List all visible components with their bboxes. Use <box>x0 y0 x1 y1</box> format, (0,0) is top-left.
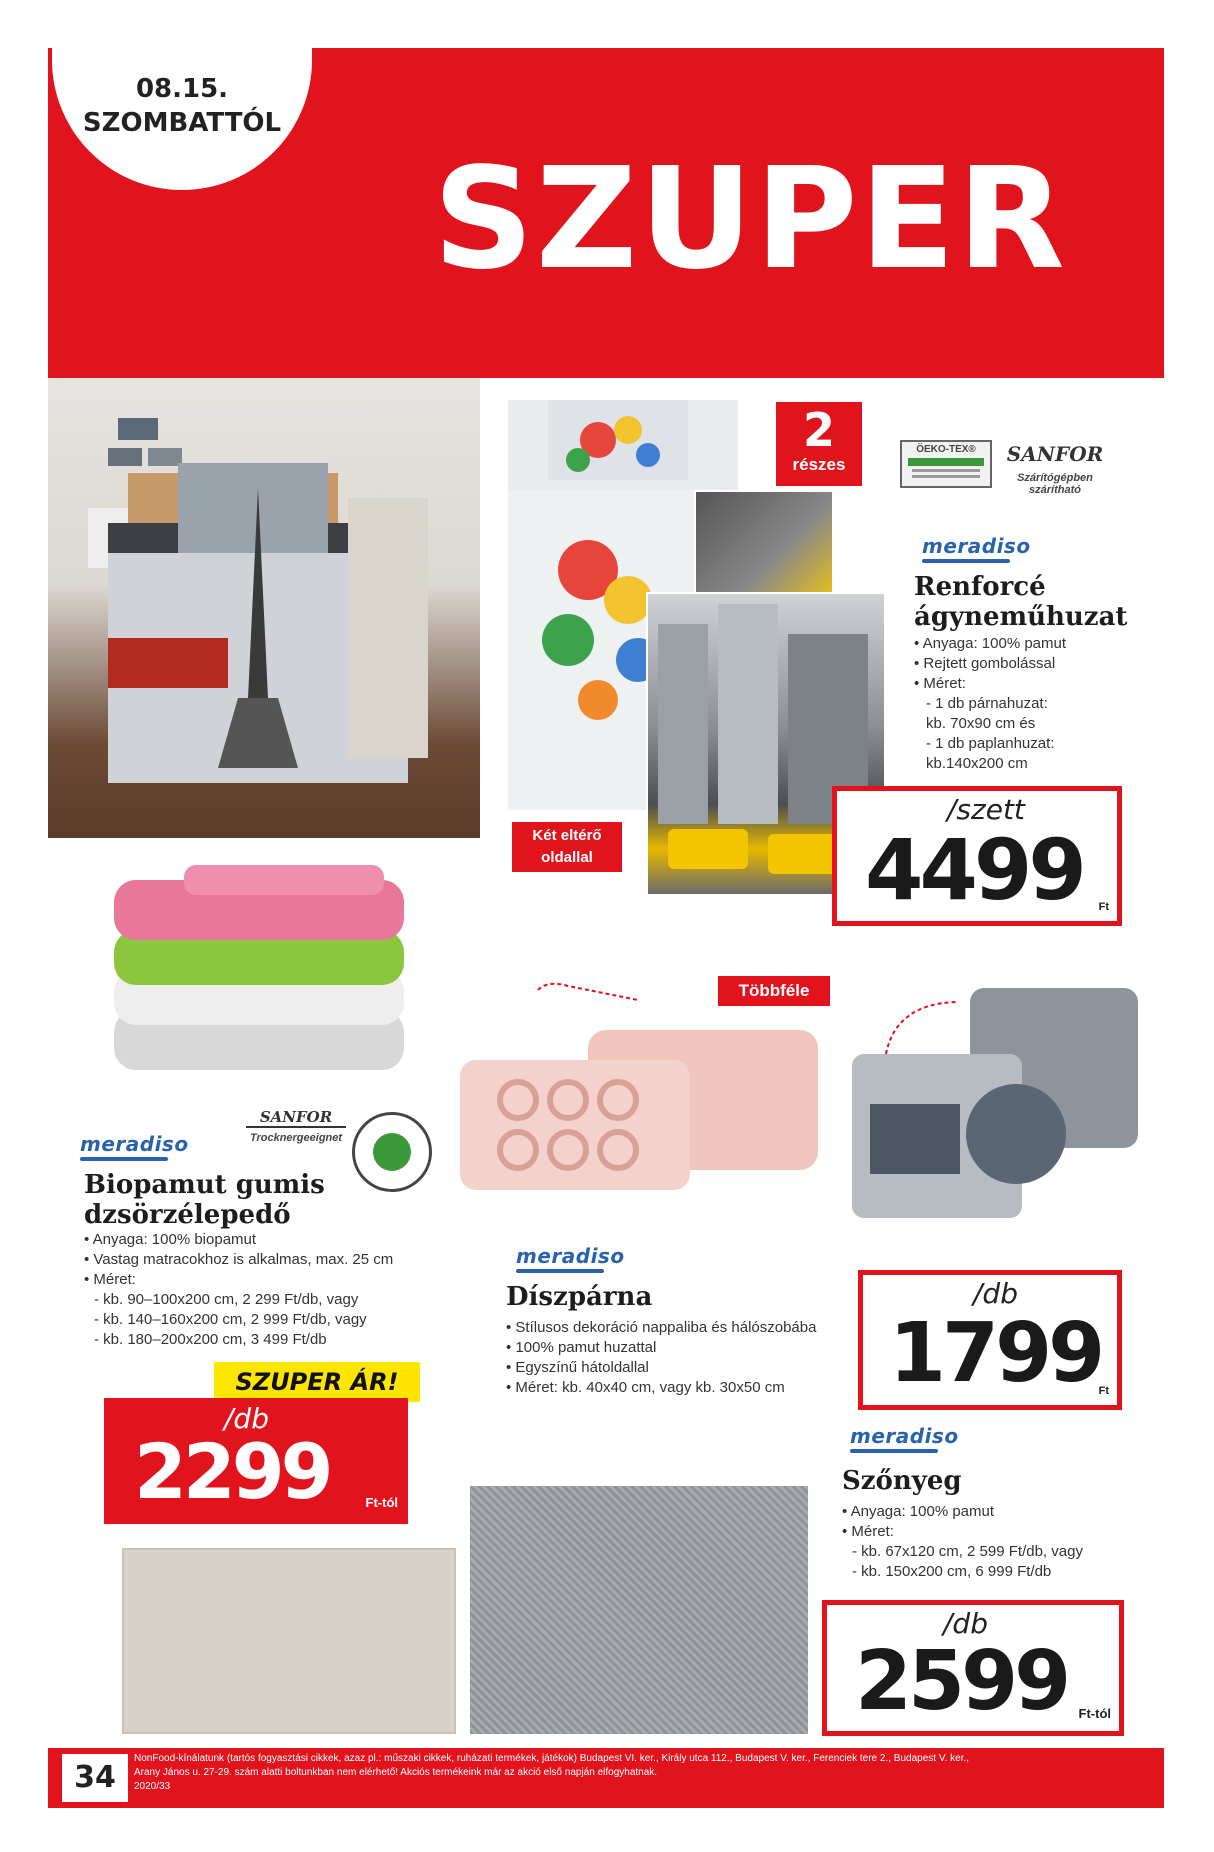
oekotex-green-strip <box>908 458 984 466</box>
two-sided-line-2: oldallal <box>541 849 593 866</box>
feature-item: • Rejtett gombolással <box>914 655 1056 672</box>
feature-item: • Méret: kb. 40x40 cm, vagy kb. 30x50 cm <box>506 1379 785 1396</box>
pillows-grey-photo <box>846 984 1146 1224</box>
feature-item: kb.140x200 cm <box>926 755 1028 772</box>
price-value: 4499 <box>865 821 1083 919</box>
feature-item: • Anyaga: 100% pamut <box>914 635 1067 652</box>
sanfor-logo: SANFOR <box>1006 442 1104 466</box>
feature-item: • Anyaga: 100% biopamut <box>84 1231 257 1248</box>
page-title: SZUPER <box>432 138 1068 301</box>
meradiso-wave <box>922 559 1010 563</box>
rug-grey-photo <box>470 1486 808 1734</box>
grey-pillows-illustration <box>846 984 1146 1224</box>
feature-item: - kb. 180–200x200 cm, 3 499 Ft/db <box>94 1331 327 1348</box>
gumis-features <box>84 1230 444 1350</box>
feature-item: • Méret: <box>914 675 966 692</box>
szonyeg-features <box>842 1502 1162 1582</box>
meradiso-wave <box>80 1157 168 1161</box>
date-line-1: 08.15. <box>135 74 229 104</box>
price-value: 1799 <box>889 1306 1102 1401</box>
feature-item: - 1 db párnahuzat: <box>926 695 1048 712</box>
bedroom-illustration <box>48 378 480 838</box>
gumis-brand <box>80 1132 200 1161</box>
price-currency: Ft <box>1098 1385 1109 1397</box>
pillow-nyc-photo <box>694 490 834 600</box>
price-value: 2299 <box>134 1427 330 1516</box>
meradiso-logo: meradiso <box>850 1424 959 1448</box>
feature-item: • Méret: <box>842 1523 894 1540</box>
feature-item: • Méret: <box>84 1271 136 1288</box>
two-piece-badge <box>776 402 862 486</box>
organic-shirt-icon <box>373 1133 411 1171</box>
gumis-title <box>84 1170 384 1230</box>
feature-item: - kb. 67x120 cm, 2 599 Ft/db, vagy <box>852 1543 1083 1560</box>
szonyeg-brand <box>850 1424 970 1453</box>
renforce-title-line-1: Renforcé <box>914 572 1046 602</box>
feature-item: - 1 db paplanhuzat: <box>926 735 1055 752</box>
price-currency: Ft <box>1098 901 1109 913</box>
gumis-title-line-2: dzsörzélepedő <box>84 1200 291 1230</box>
super-price-label: SZUPER ÁR! <box>214 1362 420 1402</box>
page-number: 34 <box>62 1754 128 1802</box>
gumis-price-box <box>104 1398 408 1524</box>
diszparna-brand <box>516 1244 636 1273</box>
oekotex-text: ÖEKO-TEX® <box>916 444 976 455</box>
sanfor-sheet-label <box>246 1108 346 1144</box>
date-line-2: SZOMBATTÓL <box>82 108 282 138</box>
szonyeg-price-box <box>822 1600 1124 1736</box>
meradiso-logo: meradiso <box>922 534 1031 558</box>
meradiso-logo: meradiso <box>80 1132 189 1156</box>
two-sided-line-1: Két eltérő <box>532 827 602 844</box>
renforce-price-box <box>832 786 1122 926</box>
price-unit: /db <box>224 1402 269 1435</box>
footer-disclaimer <box>134 1752 1154 1794</box>
diszparna-price-box <box>858 1270 1122 1410</box>
feature-item: - kb. 140–160x200 cm, 2 999 Ft/db, vagy <box>94 1311 367 1328</box>
meradiso-wave <box>850 1449 938 1453</box>
price-unit: /szett <box>947 793 1025 826</box>
diszparna-features <box>506 1318 866 1398</box>
fitted-sheets-photo <box>104 860 424 1100</box>
badge-number: 2 <box>802 403 835 457</box>
pink-pillows-illustration <box>458 980 828 1190</box>
sanfor-sub-2: szárítható <box>1029 484 1081 496</box>
disclaimer-line-1: NonFood-kínálatunk (tartós fogyasztási cikkek, azaz pl.: műszaki cikkek, ruházati termékek, játékok) Budapest VI. ker., Király utca 112., Budapest V. ker., Ferenciek tere 2., Budapest V. ker., <box>134 1753 970 1764</box>
price-unit: /db <box>943 1607 988 1640</box>
sanfor-sub-1: Szárítógépben <box>1017 472 1093 484</box>
price-currency: Ft-tól <box>1078 1706 1111 1721</box>
gumis-title-line-1: Biopamut gumis <box>84 1170 325 1200</box>
two-sided-tag <box>512 822 622 872</box>
renforce-title <box>914 572 1174 632</box>
price-currency: Ft-tól <box>365 1495 398 1510</box>
feature-item: • Vastag matracokhoz is alkalmas, max. 25 cm <box>84 1251 394 1268</box>
szonyeg-title: Szőnyeg <box>842 1466 962 1496</box>
pillows-pink-photo <box>458 980 828 1190</box>
feature-item: • Egyszínű hátoldallal <box>506 1359 649 1376</box>
price-unit: /db <box>973 1277 1018 1310</box>
renforce-title-line-2: ágyneműhuzat <box>914 602 1128 632</box>
feature-item: • 100% pamut huzattal <box>506 1339 657 1356</box>
diszparna-title: Díszpárna <box>506 1282 653 1312</box>
oekotex-fine-print-2 <box>912 475 980 478</box>
sheets-illustration <box>104 860 424 1100</box>
bedroom-photo <box>48 378 480 838</box>
sanfor-sheet-logo: SANFOR <box>246 1108 346 1128</box>
variants-tag: Többféle <box>718 976 830 1006</box>
renforce-features <box>914 634 1164 774</box>
sanfor-sheet-sub: Trocknergeeignet <box>249 1132 343 1144</box>
price-value: 2599 <box>855 1634 1068 1729</box>
feature-item: • Anyaga: 100% pamut <box>842 1503 995 1520</box>
feature-item: - kb. 90–100x200 cm, 2 299 Ft/db, vagy <box>94 1291 359 1308</box>
disclaimer-line-2: Arany János u. 27-29. szám alatti boltunkban nem elérhető! Akciós termékeink már az akció első napján elfogyhatnak. <box>134 1767 658 1778</box>
renforce-brand <box>922 534 1042 563</box>
meradiso-wave <box>516 1269 604 1273</box>
sanfor-label <box>1000 442 1110 496</box>
oekotex-fine-print <box>912 469 980 472</box>
disclaimer-line-3: 2020/33 <box>134 1781 171 1792</box>
oekotex-label <box>900 440 992 488</box>
feature-item: kb. 70x90 cm és <box>926 715 1036 732</box>
rug-beige-photo <box>122 1548 456 1734</box>
badge-text: részes <box>792 455 846 474</box>
feature-item: - kb. 150x200 cm, 6 999 Ft/db <box>852 1563 1052 1580</box>
feature-item: • Stílusos dekoráció nappaliba és hálószobába <box>506 1319 817 1336</box>
meradiso-logo: meradiso <box>516 1244 625 1268</box>
offer-date <box>52 72 312 140</box>
